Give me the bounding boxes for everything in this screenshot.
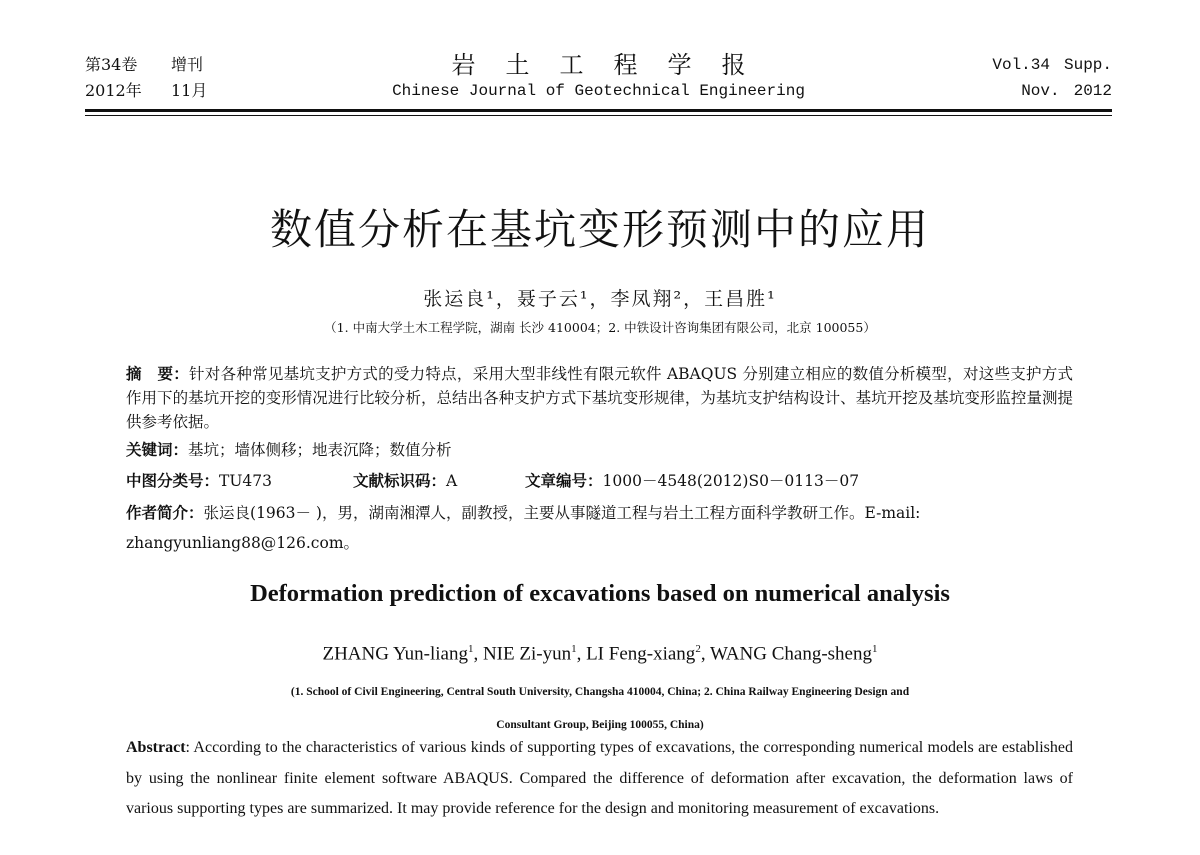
paper-title-cn: 数值分析在基坑变形预测中的应用	[269, 205, 930, 254]
affiliation-en-line2: Consultant Group, Beijing 100055, China)	[496, 719, 704, 731]
abstract-cn-label: 摘 要：	[126, 364, 190, 383]
abstract-en-text: : According to the characteristics of various kinds of supporting types of excavations, the corresponding numerical models are established by using the nonlinear finite element software ABAQUS. Compared the difference of deformation after excavation, the deformation laws of various supporting types are summarized. It may provide reference for the design and monitoring measurement of excavations.	[126, 739, 1073, 817]
author-en-name: NIE Zi-yun	[482, 643, 572, 665]
abstract-cn-text: 针对各种常见基坑支护方式的受力特点，采用大型非线性有限元软件 ABAQUS 分别建立相应的数值分析模型，对这些支护方式作用下的基坑开挖的变形情况进行比较分析，总结出各种支护方式下基坑变形规律，为基坑支护结构设计、基坑开挖及基坑变形监控量测提供参考依据。	[126, 365, 1073, 431]
keywords-cn	[126, 438, 1073, 462]
header-center	[85, 52, 1112, 104]
keywords-cn-label: 关键词：	[126, 440, 189, 459]
month-cn: 11月	[171, 81, 208, 100]
month-en: Nov.	[1021, 82, 1060, 100]
author-bio-label: 作者简介：	[126, 503, 204, 522]
author-en-sup: 2	[695, 643, 701, 655]
volume-en: Vol.34	[992, 56, 1050, 74]
affiliation-cn: （1. 中南大学土木工程学院，湖南 长沙 410004；2. 中铁设计咨询集团有限公司，北京 100055）	[324, 320, 876, 335]
doc-code-value: A	[446, 472, 458, 490]
header-rule-thick	[85, 109, 1112, 112]
author-bio-text: 张运良(1963－ )，男，湖南湘潭人，副教授，主要从事隧道工程与岩土工程方面科学教研工作。E-mail: zhangyunliang88@126.com。	[126, 504, 921, 552]
abstract-cn	[126, 362, 1073, 434]
journal-name-en: Chinese Journal of Geotechnical Engineering	[392, 82, 805, 100]
author-en-sup: 1	[467, 643, 474, 655]
authors-cn: 张运良¹，聂子云¹，李凤翔²，王昌胜¹	[423, 288, 777, 310]
author-bio	[126, 498, 1073, 558]
clc-label: 中图分类号：	[126, 471, 220, 490]
authors-en: ZHANG Yun-liang$^1$, NIE Zi-yun$^1$, LI Feng-xiang$^2$, WANG Chang-sheng$^1$	[322, 643, 878, 665]
article-number-label: 文章编号：	[525, 471, 603, 490]
header-rule-thin	[85, 115, 1112, 116]
author-en-sup: 1	[571, 643, 577, 655]
volume-cn: 第34卷	[85, 55, 138, 74]
journal-header	[85, 52, 1112, 110]
author-en-name: WANG Chang-sheng	[709, 643, 872, 665]
article-number-value: 1000－4548(2012)S0－0113－07	[602, 472, 860, 490]
supplement-en: Supp.	[1063, 56, 1112, 74]
abstract-en	[126, 733, 1073, 825]
header-right	[978, 52, 1112, 104]
author-en-name: LI Feng-xiang	[586, 643, 696, 665]
affiliation-en-line1: (1. School of Civil Engineering, Central South University, Changsha 410004, China; 2. China Railway Engineering Design and	[290, 686, 910, 698]
author-en-name: ZHANG Yun-liang	[322, 643, 468, 665]
paper-title-en: Deformation prediction of excavations based on numerical analysis	[250, 580, 950, 607]
author-en-sup: 1	[872, 643, 878, 655]
year-cn: 2012年	[85, 81, 142, 100]
classification-line	[126, 469, 1073, 493]
issue-cn: 增刊	[171, 55, 204, 74]
year-en: 2012	[1073, 82, 1112, 100]
keywords-cn-text: 基坑；墙体侧移；地表沉降；数值分析	[188, 441, 452, 459]
doc-code-label: 文献标识码：	[353, 471, 447, 490]
journal-name-cn: 岩土工程学报	[451, 51, 776, 79]
clc-value: TU473	[219, 472, 273, 490]
abstract-en-label: Abstract	[126, 739, 186, 756]
